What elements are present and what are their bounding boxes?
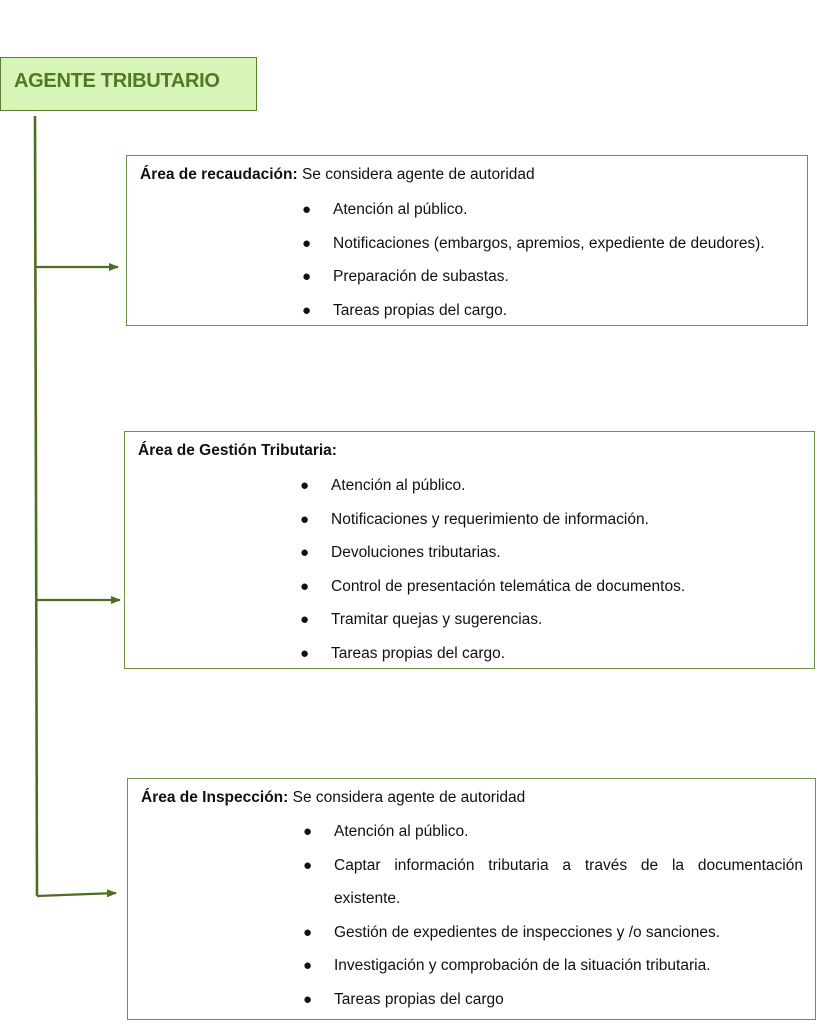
bullet-dot-icon: ● (300, 644, 310, 662)
list-item: ● Investigación y comprobación de la situación tributaria. (303, 949, 803, 983)
bullet-dot-icon: ● (300, 544, 310, 561)
arrow-to-inspeccion (37, 893, 116, 896)
list-item: ● Notificaciones (embargos, apremios, expediente de deudores). (302, 227, 765, 261)
bullet-dot-icon: ● (302, 268, 312, 285)
list-item: ● Preparación de subastas. (302, 260, 765, 294)
diagram-title: AGENTE TRIBUTARIO (14, 70, 220, 92)
bullet-dot-icon: ● (303, 957, 313, 974)
vertical-trunk-line (35, 116, 37, 896)
bullet-dot-icon: ● (302, 234, 312, 252)
bullet-dot-icon: ● (302, 201, 312, 218)
bullet-dot-icon: ● (302, 301, 312, 319)
bullet-dot-icon: ● (300, 577, 310, 595)
list-item: ● Atención al público. (303, 815, 803, 849)
list-item: ● Tareas propias del cargo. (302, 294, 765, 328)
area-heading-bold: Área de Gestión Tributaria: (138, 442, 337, 459)
list-item: ● Atención al público. (302, 193, 765, 227)
list-item: ● Captar información tributaria a través de la documentación existente. (303, 849, 803, 916)
area-heading-bold: Área de Inspección: (141, 789, 289, 806)
list-item: ● Tareas propias del cargo. (300, 637, 685, 671)
area-inspeccion-box (127, 778, 816, 1020)
area-gestion-box (124, 431, 815, 669)
area-gestion-heading (138, 442, 337, 460)
bullet-dot-icon: ● (300, 510, 310, 528)
list-item: ● Control de presentación telemática de documentos. (300, 570, 685, 604)
list-item: ● Devoluciones tributarias. (300, 536, 685, 570)
area-recaudacion-heading (140, 166, 535, 184)
list-item: ● Tramitar quejas y sugerencias. (300, 603, 685, 637)
title-box (0, 57, 257, 111)
bullet-dot-icon: ● (303, 990, 313, 1008)
area-inspeccion-list (303, 815, 803, 1016)
area-heading-rest: Se considera agente de autoridad (288, 789, 526, 806)
list-item: ● Tareas propias del cargo (303, 983, 803, 1017)
list-item: ● Gestión de expedientes de inspecciones y /o sanciones. (303, 916, 803, 950)
bullet-dot-icon: ● (300, 611, 310, 628)
area-gestion-list (300, 469, 685, 670)
area-heading-rest: Se considera agente de autoridad (297, 166, 535, 183)
bullet-dot-icon: ● (300, 477, 310, 494)
list-item: ● Notificaciones y requerimiento de información. (300, 503, 685, 537)
area-inspeccion-heading (141, 789, 525, 807)
area-recaudacion-list (302, 193, 765, 327)
bullet-dot-icon: ● (303, 823, 313, 840)
bullet-dot-icon: ● (303, 856, 313, 874)
list-item: ● Atención al público. (300, 469, 685, 503)
bullet-dot-icon: ● (303, 923, 313, 941)
area-recaudacion-box (126, 155, 808, 326)
area-heading-bold: Área de recaudación: (140, 166, 298, 183)
